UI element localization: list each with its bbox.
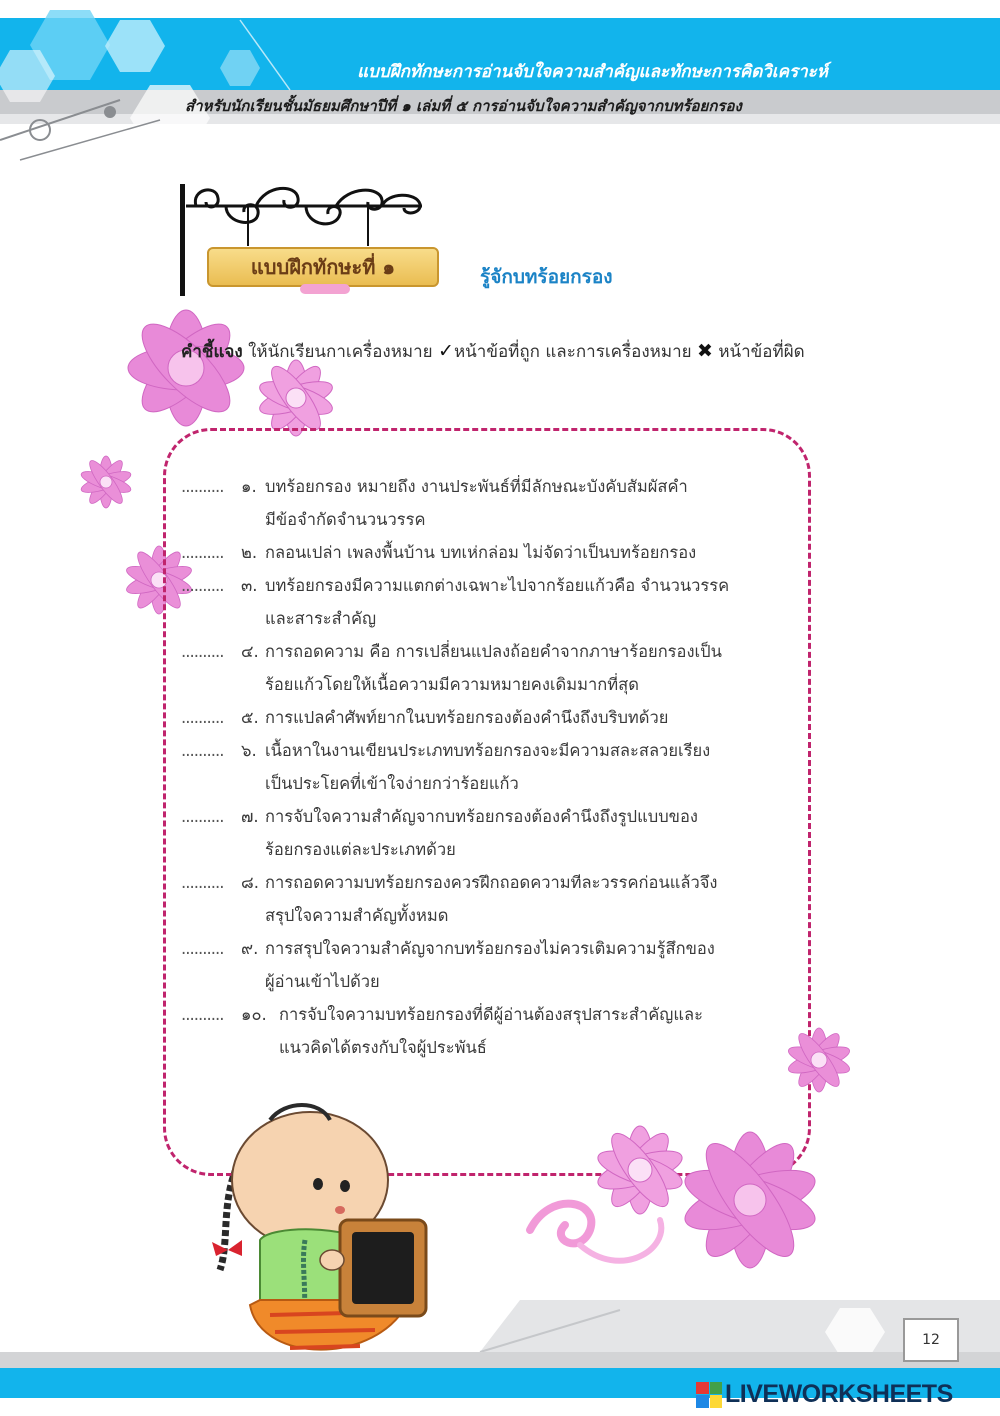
answer-blank[interactable]: .......... [181, 1005, 224, 1024]
item-text-continued: มีข้อจำกัดจำนวนวรรค [265, 510, 426, 529]
item-text-continued: ร้อยกรองแต่ละประเภทด้วย [265, 840, 456, 859]
item-number: ๙. [241, 939, 259, 958]
exercise-sign-label: แบบฝึกทักษะที่ ๑ [250, 255, 396, 279]
item-text: การจับใจความบทร้อยกรองที่ดีผู้อ่านต้องสรุปสาระสำคัญและ [279, 1005, 703, 1024]
check-mark-icon: ✓ [438, 340, 454, 362]
small-flower-left-icon [78, 444, 134, 520]
list-item [181, 536, 821, 569]
list-item [181, 701, 821, 734]
page-number: 12 [922, 1332, 940, 1348]
item-number: ๗. [241, 807, 259, 826]
list-item [181, 866, 821, 932]
item-text: การจับใจความสำคัญจากบทร้อยกรองต้องคำนึงถึงรูปแบบของ [265, 807, 698, 826]
item-text: บทร้อยกรอง หมายถึง งานประพันธ์ที่มีลักษณะบังคับสัมผัสคำ [265, 477, 688, 496]
list-item [181, 800, 821, 866]
answer-blank[interactable]: .......... [181, 708, 224, 727]
item-text: การแปลคำศัพท์ยากในบทร้อยกรองต้องคำนึงถึงบริบทด้วย [265, 708, 669, 727]
list-item [181, 998, 821, 1064]
item-text: บทร้อยกรองมีความแตกต่างเฉพาะไปจากร้อยแก้วคือ จำนวนวรรค [265, 576, 730, 595]
header-subtitle: สำหรับนักเรียนชั้นมัธยมศึกษาปีที่ ๑ เล่มที่ ๕ การอ่านจับใจความสำคัญจากบทร้อยกรอง [185, 97, 742, 115]
list-item [181, 470, 821, 536]
item-text: การถอดความ คือ การเปลี่ยนแปลงถ้อยคำจากภาษาร้อยกรองเป็น [265, 642, 722, 661]
cross-mark-icon: ✖ [696, 340, 713, 362]
sign-scroll-ornament [186, 184, 426, 246]
item-text-continued: แนวคิดได้ตรงกับใจผู้ประพันธ์ [279, 1038, 487, 1057]
answer-blank[interactable]: .......... [181, 873, 224, 892]
child-with-slate-illustration [200, 1100, 450, 1370]
item-number: ๔. [241, 642, 259, 661]
question-list [181, 470, 821, 1064]
list-item [181, 734, 821, 800]
instruction-label: คำชี้แจง [181, 342, 243, 362]
liveworksheets-logo [696, 1380, 953, 1409]
sign-post [180, 184, 185, 296]
page-number-box [903, 1318, 959, 1362]
item-text-continued: สรุปใจความสำคัญทั้งหมด [265, 906, 449, 925]
item-text: การถอดความบทร้อยกรองควรฝึกถอดความทีละวรรคก่อนแล้วจึง [265, 873, 718, 892]
list-item [181, 569, 821, 635]
list-item [181, 635, 821, 701]
item-text-continued: เป็นประโยคที่เข้าใจง่ายกว่าร้อยแก้ว [265, 774, 519, 793]
exercise-title: รู้จักบทร้อยกรอง [480, 266, 613, 288]
list-item [181, 932, 821, 998]
instruction-text-a: ให้นักเรียนกาเครื่องหมาย [248, 342, 433, 362]
header-title: แบบฝึกทักษะการอ่านจับใจความสำคัญและทักษะการคิดวิเคราะห์ [357, 62, 828, 82]
answer-blank[interactable]: .......... [181, 576, 224, 595]
item-number: ๑๐. [241, 1005, 267, 1024]
item-number: ๓. [241, 576, 258, 595]
exercise-sign-board [207, 247, 439, 287]
instruction [181, 338, 805, 365]
brand-name: LIVEWORKSHEETS [725, 1380, 953, 1408]
header-hexagon-decoration [0, 0, 340, 170]
instruction-text-b: หน้าข้อที่ถูก และการเครื่องหมาย [453, 342, 692, 362]
liveworksheets-logo-icon [696, 1382, 722, 1408]
item-text-continued: และสาระสำคัญ [265, 609, 377, 628]
item-number: ๘. [241, 873, 259, 892]
item-number: ๖. [241, 741, 257, 760]
answer-blank[interactable]: .......... [181, 807, 224, 826]
item-text: การสรุปใจความสำคัญจากบทร้อยกรองไม่ควรเติมความรู้สึกของ [265, 939, 715, 958]
item-number: ๕. [241, 708, 259, 727]
instruction-text-c: หน้าข้อที่ผิด [718, 342, 805, 362]
item-text-continued: ร้อยแก้วโดยให้เนื้อความมีความหมายคงเดิมมากที่สุด [265, 675, 639, 694]
answer-blank[interactable]: .......... [181, 543, 224, 562]
item-number: ๑. [241, 477, 257, 496]
answer-blank[interactable]: .......... [181, 642, 224, 661]
item-text-continued: ผู้อ่านเข้าไปด้วย [265, 972, 380, 991]
answer-blank[interactable]: .......... [181, 939, 224, 958]
item-text: เนื้อหาในงานเขียนประเภทบทร้อยกรองจะมีความสละสลวยเรียง [265, 741, 711, 760]
footer-gray-stripe [0, 1352, 1000, 1368]
answer-blank[interactable]: .......... [181, 477, 224, 496]
answer-blank[interactable]: .......... [181, 741, 224, 760]
item-text: กลอนเปล่า เพลงพื้นบ้าน บทเห่กล่อม ไม่จัดว่าเป็นบทร้อยกรอง [265, 543, 697, 562]
flower-cluster-bottom-right-icon [510, 1080, 860, 1310]
item-number: ๒. [241, 543, 258, 562]
